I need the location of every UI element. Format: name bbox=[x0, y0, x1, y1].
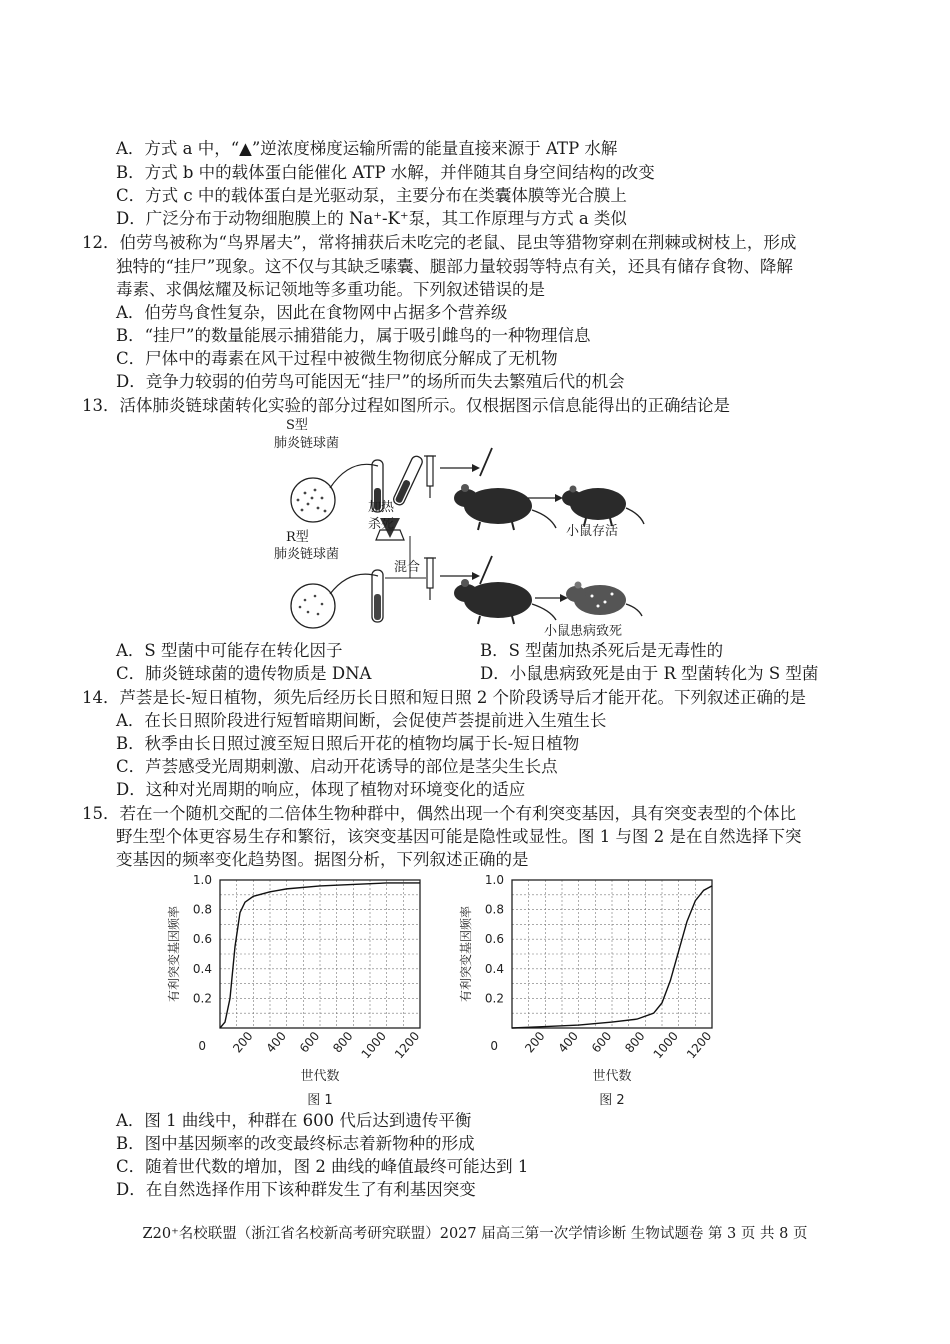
x-axis-label: 世代数 bbox=[300, 1069, 340, 1084]
q15-stem-line1: 15．若在一个随机交配的二倍体生物种群中，偶然出现一个有利突变基因，具有突变表型的个体比 bbox=[82, 804, 796, 823]
q12-stem-line1: 12．伯劳鸟被称为“鸟界屠夫”，常将捕获后未吃完的老鼠、昆虫等猎物穿刺在荆棘或树枝上，形成 bbox=[82, 233, 797, 252]
q13-option-a: A．S 型菌中可能存在转化因子 bbox=[116, 641, 343, 660]
y-tick-label: 0.6 bbox=[192, 932, 212, 947]
r-bacteria-colony-icon bbox=[291, 584, 335, 628]
x-axis-label: 世代数 bbox=[592, 1069, 632, 1084]
page-footer: Z20⁺名校联盟（浙江省名校新高考研究联盟）2027 届高三第一次学情诊断 生物试题卷 第 3 页 共 8 页 bbox=[142, 1226, 808, 1242]
q13-figure bbox=[260, 418, 660, 643]
q15-option-a: A．图 1 曲线中，种群在 600 代后达到遗传平衡 bbox=[116, 1111, 472, 1130]
x-tick-label: 0 bbox=[198, 1039, 206, 1053]
mouse-injected-icon bbox=[454, 579, 556, 624]
y-tick-label: 1.0 bbox=[484, 873, 504, 887]
x-tick-label: 0 bbox=[490, 1039, 498, 1053]
x-tick-label: 1200 bbox=[683, 1028, 715, 1062]
r-name-label: 肺炎链球菌 bbox=[274, 547, 340, 562]
x-tick-label: 1000 bbox=[650, 1028, 681, 1062]
x-tick-label: 400 bbox=[263, 1028, 289, 1056]
q11-option-c: C．方式 c 中的载体蛋白是光驱动泵，主要分布在类囊体膜等光合膜上 bbox=[116, 186, 627, 205]
heat-label-1: 加热 bbox=[368, 500, 395, 515]
y-tick-label: 0.2 bbox=[192, 991, 212, 1006]
q14-option-c: C．芦荟感受光周期刺激、启动开花诱导的部位是茎尖生长点 bbox=[116, 757, 558, 776]
s-type-label: S型 bbox=[286, 418, 308, 433]
q11-option-d: D．广泛分布于动物细胞膜上的 Na⁺-K⁺泵，其工作原理与方式 a 类似 bbox=[116, 209, 627, 228]
q15-charts bbox=[160, 872, 760, 1112]
q12-option-b: B．“挂尸”的数量能展示捕猎能力，属于吸引雌鸟的一种物理信息 bbox=[116, 326, 591, 345]
y-tick-label: 0.2 bbox=[484, 991, 504, 1006]
q14-option-d: D．这种对光周期的响应，体现了植物对环境变化的适应 bbox=[116, 780, 526, 799]
dead-label: 小鼠患病致死 bbox=[544, 624, 623, 639]
mouse-diseased-icon bbox=[566, 582, 642, 617]
q12-stem-line3: 毒素、求偶炫耀及标记领地等多重功能。下列叙述错误的是 bbox=[116, 280, 545, 299]
x-tick-label: 800 bbox=[622, 1028, 648, 1056]
mix-label: 混合 bbox=[394, 560, 421, 575]
y-tick-label: 0.8 bbox=[192, 902, 212, 917]
heat-label-2: 杀死 bbox=[368, 517, 395, 532]
q13-option-b: B．S 型菌加热杀死后是无毒性的 bbox=[480, 641, 724, 660]
y-tick-label: 0.4 bbox=[192, 961, 212, 976]
y-tick-label: 0.4 bbox=[484, 961, 504, 976]
x-tick-label: 1200 bbox=[391, 1028, 423, 1062]
tilted-tube-icon bbox=[392, 455, 424, 507]
y-axis-label: 有利突变基因频率 bbox=[167, 905, 181, 1003]
x-tick-label: 600 bbox=[588, 1028, 615, 1056]
q15-option-d: D．在自然选择作用下该种群发生了有利基因突变 bbox=[116, 1180, 476, 1199]
x-tick-label: 600 bbox=[296, 1028, 323, 1056]
r-type-label: R型 bbox=[286, 530, 309, 545]
y-tick-label: 0.6 bbox=[484, 932, 504, 947]
q15-charts-svg bbox=[160, 872, 760, 1112]
syringe-2-icon bbox=[424, 558, 436, 600]
q11-option-b: B．方式 b 中的载体蛋白能催化 ATP 水解，并伴随其自身空间结构的改变 bbox=[116, 163, 655, 182]
q12-option-d: D．竞争力较弱的伯劳鸟可能因无“挂尸”的场所而失去繁殖后代的机会 bbox=[116, 372, 625, 391]
q13-option-d: D．小鼠患病致死是由于 R 型菌转化为 S 型菌 bbox=[480, 664, 819, 683]
q13-stem: 13．活体肺炎链球菌转化实验的部分过程如图所示。仅根据图示信息能得出的正确结论是 bbox=[82, 396, 730, 415]
alive-label: 小鼠存活 bbox=[566, 524, 619, 539]
q14-stem: 14．芦荟是长-短日植物，须先后经历长日照和短日照 2 个阶段诱导后才能开花。下列叙述正确的是 bbox=[82, 688, 807, 707]
q14-option-b: B．秋季由长日照过渡至短日照后开花的植物均属于长-短日植物 bbox=[116, 734, 580, 753]
chart-title: 图 1 bbox=[307, 1093, 333, 1108]
q11-option-a: A．方式 a 中，“▲”逆浓度梯度运输所需的能量直接来源于 ATP 水解 bbox=[116, 139, 618, 158]
x-tick-label: 1000 bbox=[358, 1028, 389, 1062]
q15-option-b: B．图中基因频率的改变最终标志着新物种的形成 bbox=[116, 1134, 475, 1153]
y-tick-label: 0.8 bbox=[484, 902, 504, 917]
mouse-alive-icon bbox=[562, 486, 644, 527]
y-axis-label: 有利突变基因频率 bbox=[459, 905, 473, 1003]
q13-option-c: C．肺炎链球菌的遗传物质是 DNA bbox=[116, 664, 372, 683]
mouse-icon bbox=[454, 484, 556, 530]
x-tick-label: 800 bbox=[330, 1028, 356, 1056]
s-name-label: 肺炎链球菌 bbox=[274, 436, 340, 451]
q15-stem-line3: 变基因的频率变化趋势图。据图分析，下列叙述正确的是 bbox=[116, 850, 529, 869]
x-tick-label: 200 bbox=[230, 1028, 256, 1056]
chart-title: 图 2 bbox=[599, 1093, 625, 1108]
q15-stem-line2: 野生型个体更容易生存和繁衍，该突变基因可能是隐性或显性。图 1 与图 2 是在自然选择下突 bbox=[116, 827, 802, 846]
q12-stem-line2: 独特的“挂尸”现象。这不仅与其缺乏嗉囊、腿部力量较弱等特点有关，还具有储存食物、降解 bbox=[116, 257, 793, 276]
x-tick-label: 400 bbox=[555, 1028, 581, 1056]
x-tick-label: 200 bbox=[522, 1028, 548, 1056]
syringe-icon bbox=[424, 456, 436, 498]
q12-option-a: A．伯劳鸟食性复杂，因此在食物网中占据多个营养级 bbox=[116, 303, 508, 322]
q15-option-c: C．随着世代数的增加，图 2 曲线的峰值最终可能达到 1 bbox=[116, 1157, 529, 1176]
q14-option-a: A．在长日照阶段进行短暂暗期间断，会促使芦荟提前进入生殖生长 bbox=[116, 711, 607, 730]
y-tick-label: 1.0 bbox=[192, 873, 212, 887]
q12-option-c: C．尸体中的毒素在风干过程中被微生物彻底分解成了无机物 bbox=[116, 349, 558, 368]
